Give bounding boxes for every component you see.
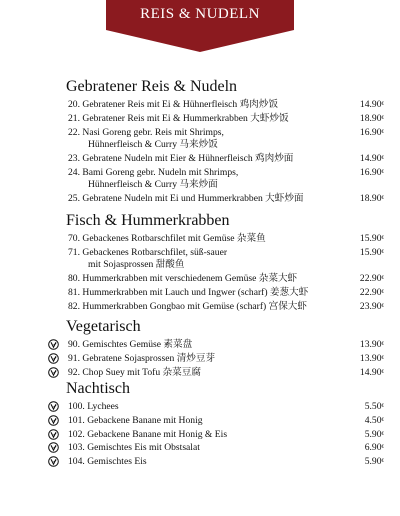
vegetarian-leaf-icon — [48, 339, 59, 350]
item-description: 82. Hummerkrabben Gongbao mit Gemüse (scharf) 宫保大虾 — [68, 300, 307, 312]
price-value: 6.90 — [364, 442, 382, 454]
item-description: 70. Gebackenes Rotbarschfilet mit Gemüse 杂菜鱼 — [68, 233, 266, 244]
currency-symbol: € — [381, 404, 384, 409]
item-price — [365, 441, 384, 454]
item-price — [360, 286, 384, 299]
price-value: 13.90 — [359, 339, 382, 350]
item-price — [360, 98, 384, 111]
item-description: 100. Lychees — [68, 401, 119, 412]
item-price — [365, 400, 384, 413]
item-description: 24. Bami Goreng gebr. Nudeln mit Shrimps, — [68, 166, 239, 178]
currency-symbol: € — [381, 303, 384, 309]
item-description: 20. Gebratener Reis mit Ei & Hühnerfleisch 鸡肉炒饭 — [68, 99, 278, 110]
vegetarian-leaf-icon — [48, 456, 59, 467]
item-description-continued: Hühnerfleisch & Curry 马来炒饭 — [88, 138, 218, 150]
menu-item — [0, 414, 400, 427]
item-description: 21. Gebratener Reis mit Ei & Hummerkrabben 大虾炒饭 — [68, 112, 289, 124]
currency-symbol: € — [381, 275, 384, 281]
item-description: 22. Nasi Goreng gebr. Reis mit Shrimps, — [68, 126, 224, 138]
section-title: Nachtisch — [66, 380, 130, 397]
currency-symbol: € — [381, 129, 384, 135]
item-price — [360, 352, 384, 365]
item-price — [360, 246, 384, 259]
item-description: 80. Hummerkrabben mit verschiedenem Gemüse 杂菜大虾 — [68, 272, 298, 284]
price-value: 4.50 — [364, 414, 382, 426]
menu-item — [0, 112, 400, 125]
currency-symbol: € — [381, 236, 384, 241]
section-title: Vegetarisch — [66, 318, 141, 335]
menu-item — [0, 232, 400, 245]
item-price — [360, 366, 384, 379]
price-value: 16.90 — [359, 126, 382, 138]
menu-item — [0, 126, 400, 150]
currency-symbol: € — [381, 115, 384, 121]
item-description: 92. Chop Suey mit Tofu 杂菜豆腐 — [68, 366, 201, 378]
currency-symbol: € — [381, 169, 384, 175]
item-description: 101. Gebackene Banane mit Honig — [68, 414, 203, 426]
item-description: 91. Gebratene Sojasprossen 清炒豆芽 — [68, 352, 216, 364]
menu-item — [0, 300, 400, 313]
price-value: 14.90 — [359, 152, 382, 164]
currency-symbol: € — [381, 195, 384, 201]
price-value: 18.90 — [359, 112, 382, 124]
menu-item — [0, 166, 400, 190]
menu-item — [0, 338, 400, 351]
item-description-continued: Hühnerfleisch & Curry 马来炒面 — [88, 178, 218, 190]
menu-item — [0, 400, 400, 413]
item-price — [360, 272, 384, 285]
item-price — [360, 112, 384, 125]
price-value: 23.90 — [359, 300, 382, 312]
item-price — [360, 300, 384, 313]
vegetarian-leaf-icon — [48, 429, 59, 440]
menu-item — [0, 366, 400, 379]
vegetarian-leaf-icon — [48, 442, 59, 453]
menu-item — [0, 428, 400, 441]
header-banner — [106, 0, 294, 52]
item-price — [360, 338, 384, 351]
currency-symbol: € — [381, 155, 384, 161]
item-description: 71. Gebackenes Rotbarschfilet, süß-sauer — [68, 246, 228, 258]
price-value: 5.50 — [364, 401, 382, 412]
item-description: 81. Hummerkrabben mit Lauch und Ingwer (scharf) 姜葱大虾 — [68, 286, 309, 298]
price-value: 13.90 — [359, 352, 382, 364]
menu-item — [0, 98, 400, 111]
item-description: 23. Gebratene Nudeln mit Eier & Hühnerfleisch 鸡肉炒面 — [68, 152, 294, 164]
item-description: 103. Gemischtes Eis mit Obstsalat — [68, 442, 200, 454]
currency-symbol: € — [381, 417, 384, 423]
banner-title: REIS & NUDELN — [140, 6, 260, 22]
section-title: Gebratener Reis & Nudeln — [66, 78, 238, 95]
vegetarian-leaf-icon — [48, 401, 59, 412]
item-price — [365, 414, 384, 427]
currency-symbol: € — [381, 445, 384, 451]
price-value: 15.90 — [359, 246, 382, 258]
currency-symbol: € — [381, 431, 384, 437]
item-price — [360, 232, 384, 245]
vegetarian-leaf-icon — [48, 415, 59, 426]
item-price — [360, 166, 384, 179]
menu-item — [0, 272, 400, 285]
currency-symbol: € — [381, 369, 384, 375]
currency-symbol: € — [381, 249, 384, 255]
item-description: 25. Gebratene Nudeln mit Ei und Hummerkrabben 大虾炒面 — [68, 192, 304, 204]
currency-symbol: € — [381, 102, 384, 107]
menu-item — [0, 246, 400, 271]
item-description-continued: mit Sojasprossen 甜酸鱼 — [88, 259, 185, 271]
menu-item — [0, 455, 400, 468]
price-value: 16.90 — [359, 166, 382, 178]
price-value: 22.90 — [359, 286, 382, 298]
item-price — [365, 428, 384, 441]
price-value: 5.90 — [364, 428, 382, 440]
price-value: 5.90 — [364, 456, 382, 468]
price-value: 18.90 — [359, 192, 382, 204]
price-value: 14.90 — [359, 99, 382, 110]
vegetarian-leaf-icon — [48, 353, 59, 364]
menu-item — [0, 152, 400, 165]
item-price — [360, 192, 384, 205]
currency-symbol: € — [381, 342, 384, 347]
item-price — [365, 455, 384, 468]
currency-symbol: € — [381, 459, 384, 465]
menu-item — [0, 352, 400, 365]
item-price — [360, 126, 384, 139]
item-description: 102. Gebackene Banane mit Honig & Eis — [68, 428, 228, 440]
item-description: 90. Gemischtes Gemüse 素菜盘 — [68, 339, 193, 350]
price-value: 22.90 — [359, 272, 382, 284]
item-description: 104. Gemischtes Eis — [68, 456, 147, 468]
price-value: 15.90 — [359, 233, 382, 244]
currency-symbol: € — [381, 355, 384, 361]
vegetarian-leaf-icon — [48, 367, 59, 378]
currency-symbol: € — [381, 289, 384, 295]
menu-item — [0, 192, 400, 205]
section-title: Fisch & Hummerkrabben — [66, 212, 230, 229]
item-price — [360, 152, 384, 165]
menu-item — [0, 286, 400, 299]
menu-item — [0, 441, 400, 454]
price-value: 14.90 — [359, 366, 382, 378]
